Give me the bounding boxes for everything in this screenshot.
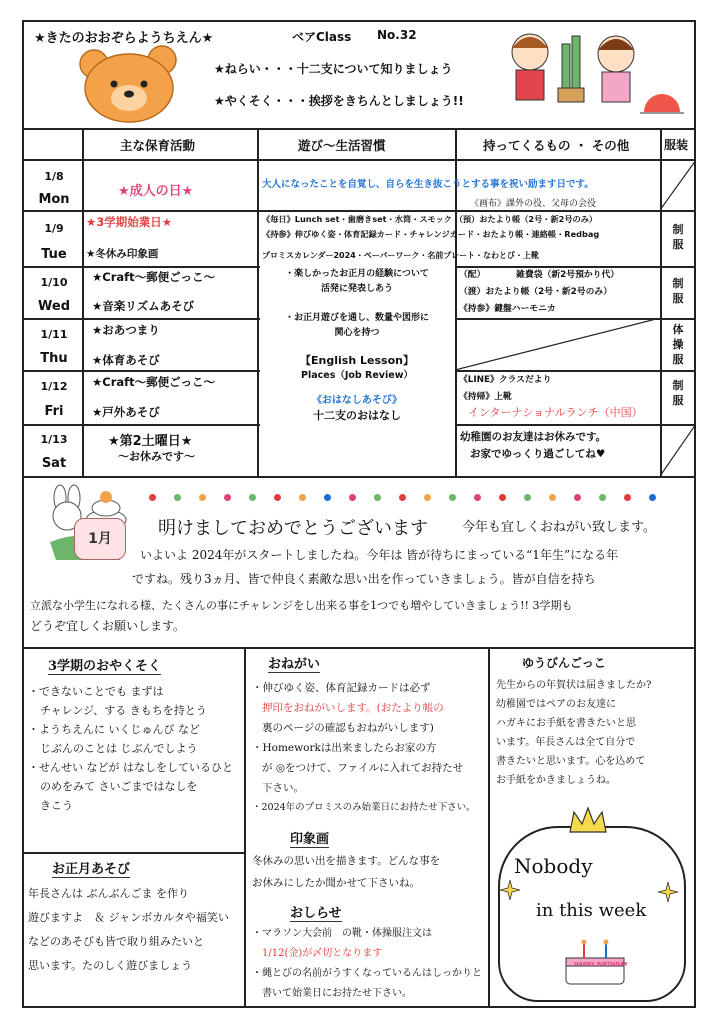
postoffice-line: 書きたいと思います。心を込めて [496, 756, 646, 767]
english-lesson-title: 【English Lesson】 [300, 354, 414, 367]
date-label: 1/8 [44, 170, 64, 183]
notice-text [252, 924, 488, 1004]
newyear-text [28, 882, 242, 978]
request-line: 押印をおねがいします。(おたより帳の [262, 702, 444, 714]
greeting-line: ですね。残り3ヵ月、皆で仲良く素敵な思い出を作っていきましょう。皆が自信を持ち [132, 572, 596, 586]
promise-line: じぶんのことは じぶんでしよう [40, 742, 198, 755]
request-line: 下さい。 [262, 782, 304, 794]
requests-title: おねがい [268, 653, 320, 673]
col-activity: 主な保育活動 [120, 138, 196, 153]
newyear-line: 年長さんは ぶんぶんごま を作り [28, 887, 189, 900]
greeting-title: 明けましておめでとうございます [158, 518, 428, 539]
notice-line: ・マラソン大会前 の靴・体操服注文は [252, 928, 432, 939]
sunrise-icon [640, 88, 684, 116]
date-label: 1/9 [44, 222, 64, 235]
notice-line: 1/12(金)が〆切となります [262, 948, 383, 959]
mon-activity: ★成人の日★ [118, 184, 194, 199]
tue-items-3: プロミスカレンダー2024・ペーパーワーク・名前プレート・なわとび・上靴 [262, 251, 540, 260]
postoffice-line: 幼稚園ではペアのお友達に [496, 699, 616, 710]
request-line: 裏のページの確認もおねがいします) [262, 722, 434, 734]
play-line: ・お正月遊びを通し、数量や図形に [284, 313, 429, 323]
crown-icon [566, 806, 610, 836]
tue-items-2: 《持参》伸びゆく姿・体育記録カード・チャレンジカード・おたより帳・連絡帳・Redbag [262, 229, 600, 239]
blank-slash [455, 318, 660, 370]
greeting-line: いよいよ 2024年がスタートしましたね。今年は 皆が待ちにまっている“1年生”になる年 [140, 548, 619, 562]
dow-label: Fri [44, 404, 64, 419]
wed-activity-2: ★音楽リズムあそび [92, 299, 195, 313]
promise-text: ★やくそく・・・挨拶をきちんとしましょう!! [214, 94, 464, 108]
children-kadomatsu-icon [500, 24, 650, 116]
col-items: 持ってくるもの ・ その他 [483, 138, 630, 153]
sparkle-icon [658, 882, 678, 902]
sparkle-icon [500, 880, 520, 900]
postoffice-line: お手紙をかきましょうね。 [496, 775, 616, 786]
notice-line: ・縄とびの名前がうすくなっているんはしっかりと [252, 968, 482, 979]
postoffice-title: ゆうびんごっこ [522, 656, 606, 670]
promise-line: ・ようちえんに いくじゅんび など [28, 723, 200, 736]
play-line: ・楽しかったお正月の経験について [285, 269, 429, 279]
date-label: 1/10 [40, 276, 68, 289]
greeting-line: 立派な小学生になれる様、たくさんの事にチャレンジをし出来る事を1つでも増やしていきましょう!! 3学期も [30, 599, 573, 612]
request-line: ・伸びゆく姿、体育記録カードは必ず [252, 682, 431, 694]
newyear-title: お正月あそび [52, 858, 130, 878]
fri-items-1: 《LINE》クラスだより [459, 375, 552, 385]
dow-label: Tue [41, 247, 67, 262]
drawing-line: 冬休みの思い出を描きます。どんな事を [252, 855, 441, 867]
dow-label: Mon [38, 192, 70, 207]
newyear-line: などのあそびも皆で取り組みたいと [28, 935, 204, 948]
wed-items-3: 《持参》鍵盤ハーモニカ [459, 304, 556, 314]
col-dress: 服装 [664, 138, 689, 152]
notice-line: 書いて始業日にお持たせ下さい。 [262, 988, 412, 999]
tue-items-1: 《毎日》Lunch set・歯磨きset・水筒・スモック （預）おたより帳（2号・新2号のみ） [262, 214, 598, 224]
newyear-line: 思います。たのしく遊びましょう [28, 959, 193, 972]
promises-list [28, 682, 242, 815]
fri-dress: 制服 [672, 379, 684, 407]
col-play: 遊び～生活習慣 [298, 138, 386, 153]
play-line: 活発に発表しあう [320, 284, 393, 294]
wed-activity-1: ★Craft～郵便ごっこ～ [92, 270, 215, 284]
play-line: 関心を持つ [334, 328, 380, 338]
postoffice-text [496, 676, 690, 790]
fri-activity-1: ★Craft～郵便ごっこ～ [92, 375, 215, 389]
thu-dress: 体操服 [672, 323, 684, 366]
fri-activity-2: ★戸外あそび [92, 405, 160, 419]
blank-slash [660, 160, 696, 210]
request-line: ・Homeworkは出来ましたらお家の方 [252, 742, 437, 754]
newyear-line: 遊びますよ ＆ ジャンボカルタや福笑い [28, 911, 229, 924]
blank-slash [660, 424, 696, 476]
issue-number: No.32 [377, 28, 417, 42]
promise-line: ・できないことでも まずは [28, 685, 164, 698]
story-topic: 十二支のおはなし [313, 409, 401, 422]
greeting-subtitle: 今年も宜しくおねがい致します。 [462, 520, 656, 535]
nobody-line-1: Nobody [514, 854, 593, 878]
wed-items-1: （配） 雑費袋（新2号預かり代） [459, 270, 620, 280]
sat-items-1: 幼稚園のお友達はお休みです。 [460, 431, 607, 443]
request-line: ・2024年のプロミスのみ始業日にお持たせ下さい。 [252, 802, 476, 813]
drawing-line: お休みにしたか聞かせて下さいね。 [252, 877, 420, 889]
wed-dress: 制服 [672, 277, 684, 305]
january-badge: 1月 [74, 518, 126, 560]
sat-items-2: お家でゆっくり過ごしてね♥ [470, 448, 606, 460]
dow-label: Sat [41, 456, 67, 471]
dow-label: Wed [38, 299, 70, 314]
postoffice-line: 先生からの年賀状は届きましたか? [496, 680, 652, 691]
english-lesson-topic: Places（Job Review） [301, 370, 413, 381]
story-title: 《おはなしあそび》 [311, 395, 403, 406]
promises-title: 3学期のおやくそく [48, 655, 161, 675]
date-label: 1/12 [40, 380, 68, 393]
promise-line: のめをみて さいごまではなしを [40, 780, 198, 793]
aim-text: ★ねらい・・・十二支について知りましょう [214, 62, 453, 76]
class-name: ベアClass [292, 30, 352, 44]
postoffice-line: います。年長さんは全て自分で [496, 737, 636, 748]
drawing-title: 印象画 [290, 828, 329, 848]
promise-line: きこう [40, 799, 73, 812]
requests-text [252, 678, 486, 818]
drawing-text [252, 850, 486, 894]
greeting-line: どうぞ宜しくお願いします。 [30, 619, 186, 633]
fri-items-3: インターナショナルランチ（中国） [468, 406, 643, 419]
mon-note2: 《画布》課外の役、父母の会役 [470, 199, 597, 209]
promise-line: ・せんせい などが はなしをしているひと [28, 761, 233, 774]
thu-activity-2: ★体育あそび [92, 353, 160, 367]
wed-items-2: （渡）おたより帳（2号・新2号のみ） [459, 287, 612, 297]
play-block [262, 267, 452, 423]
tue-activity-2: ★冬休み印象画 [86, 248, 159, 260]
fri-items-2: 《持帰》上靴 [459, 392, 512, 402]
postoffice-line: ハガキにお手紙を書きたいと思 [496, 718, 636, 729]
school-name: ★きたのおおぞらようちえん★ [34, 31, 214, 46]
nobody-line-2: in this week [536, 900, 647, 921]
dow-label: Thu [40, 351, 68, 366]
bear-face-icon [74, 38, 184, 124]
mon-note: 大人になったことを自覚し、自らを生き抜こうとする事を祝い励ます日です。 [262, 179, 594, 190]
promise-line: チャレンジ、する きもちを持とう [40, 704, 207, 717]
sat-activity-1: ★第2土曜日★ [108, 434, 193, 449]
request-line: が ◎をつけて、ファイルに入れてお持たせ [262, 762, 464, 774]
notice-title: おしらせ [290, 902, 342, 922]
decorative-border [140, 486, 680, 500]
tue-dress: 制服 [672, 223, 684, 251]
tue-activity-1: ★3学期始業日★ [86, 215, 173, 229]
thu-activity-1: ★おあつまり [92, 323, 160, 337]
date-label: 1/11 [40, 328, 68, 341]
date-label: 1/13 [40, 433, 68, 446]
cake-label: HAPPY BIRTHDAY [574, 962, 628, 968]
sat-activity-2: ～お休みです～ [118, 450, 195, 463]
